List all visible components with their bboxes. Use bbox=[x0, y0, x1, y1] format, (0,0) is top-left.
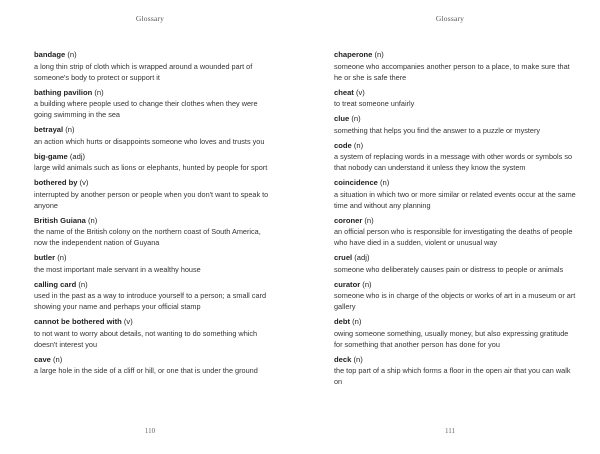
part-of-speech: (n) bbox=[352, 317, 362, 326]
definition: someone who is in charge of the objects or works of art in a museum or art gallery bbox=[334, 291, 576, 311]
glossary-entry bbox=[334, 178, 576, 211]
part-of-speech: (n) bbox=[374, 50, 384, 59]
definition: to treat someone unfairly bbox=[334, 99, 415, 108]
glossary-entry bbox=[334, 88, 576, 110]
part-of-speech: (n) bbox=[57, 253, 67, 262]
glossary-entry bbox=[334, 114, 576, 136]
part-of-speech: (n) bbox=[78, 279, 88, 289]
definition: an official person who is responsible for investigating the deaths of people who have died in a sudden, violent or unusual way bbox=[334, 227, 573, 247]
headword-line bbox=[334, 355, 576, 366]
definition: an action which hurts or disappoints someone who loves and trusts you bbox=[34, 136, 265, 146]
headword: butler bbox=[34, 253, 56, 262]
headword-line bbox=[34, 50, 276, 61]
glossary-entries bbox=[334, 50, 576, 387]
headword-line bbox=[34, 88, 276, 99]
part-of-speech: (n) bbox=[364, 215, 374, 225]
headword-line bbox=[334, 253, 576, 264]
definition: to not want to worry about details, not wanting to do something which doesn't interest you bbox=[34, 328, 258, 349]
glossary-entries bbox=[34, 50, 276, 376]
headword: cheat bbox=[334, 87, 354, 97]
part-of-speech: (n) bbox=[380, 178, 390, 187]
definition: a situation in which two or more similar or related events occur at the same time and without any planning bbox=[334, 189, 576, 210]
headword-line bbox=[334, 216, 576, 227]
headword: bathing pavilion bbox=[34, 87, 93, 97]
definition: someone who accompanies another person to a place, to make sure that he or she is safe there bbox=[334, 61, 570, 82]
definition: owing someone something, usually money, but also expressing gratitude for something that another person has done for you bbox=[334, 328, 569, 349]
right-page bbox=[300, 0, 600, 454]
part-of-speech: (adj) bbox=[69, 151, 86, 161]
part-of-speech: (v) bbox=[355, 87, 365, 97]
part-of-speech: (n) bbox=[53, 354, 63, 364]
running-head: Glossary bbox=[435, 14, 465, 23]
glossary-entry bbox=[334, 355, 576, 388]
glossary-entry bbox=[34, 216, 276, 249]
headword-line bbox=[34, 216, 276, 227]
definition: a long thin strip of cloth which is wrapped around a wounded part of someone's body to protect or support it bbox=[34, 61, 253, 82]
part-of-speech: (n) bbox=[353, 140, 364, 150]
headword: code bbox=[334, 140, 352, 150]
definition: a building where people used to change their clothes when they were going swimming in the sea bbox=[34, 99, 258, 119]
headword-line bbox=[34, 152, 276, 163]
headword-line bbox=[334, 50, 576, 61]
headword-line bbox=[334, 178, 576, 189]
glossary-entry bbox=[34, 317, 276, 350]
glossary-entry bbox=[34, 152, 276, 174]
headword: coincidence bbox=[334, 178, 378, 187]
glossary-entry bbox=[34, 280, 276, 313]
part-of-speech: (n) bbox=[65, 125, 75, 134]
definition: used in the past as a way to introduce yourself to a person; a small card showing your name and perhaps your official stamp bbox=[34, 291, 267, 311]
glossary-entry bbox=[334, 50, 576, 83]
definition: someone who deliberately causes pain or distress to people or animals bbox=[334, 264, 564, 274]
headword: betrayal bbox=[34, 125, 64, 134]
headword-line bbox=[334, 88, 576, 99]
definition: large wild animals such as lions or elephants, hunted by people for sport bbox=[34, 163, 268, 172]
headword: cruel bbox=[334, 253, 353, 262]
headword-line bbox=[334, 141, 576, 152]
part-of-speech: (n) bbox=[67, 50, 77, 59]
part-of-speech: (v) bbox=[123, 317, 133, 326]
part-of-speech: (n) bbox=[94, 87, 104, 97]
headword-line bbox=[34, 280, 276, 291]
page-number: 110 bbox=[144, 427, 156, 435]
headword: bandage bbox=[34, 50, 66, 59]
definition: the top part of a ship which forms a floor in the open air that you can walk on bbox=[334, 366, 571, 386]
glossary-entry bbox=[34, 355, 276, 377]
glossary-entry bbox=[34, 253, 276, 275]
part-of-speech: (adj) bbox=[354, 253, 370, 262]
part-of-speech: (n) bbox=[351, 114, 361, 123]
headword-line bbox=[34, 317, 276, 328]
part-of-speech: (n) bbox=[353, 354, 363, 364]
headword-line bbox=[334, 317, 576, 328]
headword: clue bbox=[334, 114, 350, 123]
headword: British Guiana bbox=[34, 215, 86, 225]
definition: a system of replacing words in a message with other words or symbols so that nobody can understand it unless they know the system bbox=[334, 152, 573, 172]
definition: something that helps you find the answer to a puzzle or mystery bbox=[334, 125, 541, 135]
headword: cannot be bothered with bbox=[34, 317, 122, 326]
headword-line bbox=[34, 253, 276, 264]
headword-line bbox=[34, 125, 276, 136]
headword: bothered by bbox=[34, 178, 78, 187]
page-number: 111 bbox=[445, 427, 455, 435]
definition: a large hole in the side of a cliff or hill, or one that is under the ground bbox=[34, 366, 258, 375]
glossary-entry bbox=[34, 125, 276, 147]
headword-line bbox=[334, 114, 576, 125]
headword: debt bbox=[334, 317, 351, 326]
definition: the most important male servant in a wealthy house bbox=[34, 264, 201, 274]
definition: interrupted by another person or people when you don't want to speak to anyone bbox=[34, 189, 269, 210]
headword: calling card bbox=[34, 279, 77, 289]
glossary-entry bbox=[334, 280, 576, 313]
headword: big-game bbox=[34, 151, 68, 161]
glossary-entry bbox=[334, 317, 576, 350]
headword: chaperone bbox=[334, 50, 373, 59]
part-of-speech: (n) bbox=[362, 279, 372, 289]
headword: coroner bbox=[334, 215, 363, 225]
glossary-entry bbox=[334, 216, 576, 249]
headword: curator bbox=[334, 279, 361, 289]
glossary-entry bbox=[334, 253, 576, 275]
headword: deck bbox=[334, 354, 352, 364]
part-of-speech: (n) bbox=[88, 215, 98, 225]
part-of-speech: (v) bbox=[79, 178, 89, 187]
headword-line bbox=[334, 280, 576, 291]
running-head: Glossary bbox=[135, 14, 165, 23]
glossary-entry bbox=[34, 88, 276, 121]
headword-line bbox=[34, 178, 276, 189]
glossary-entry bbox=[334, 141, 576, 174]
headword-line bbox=[34, 355, 276, 366]
definition: the name of the British colony on the northern coast of South America, now the independent nation of Guyana bbox=[34, 227, 261, 247]
glossary-entry bbox=[34, 178, 276, 211]
glossary-entry bbox=[34, 50, 276, 83]
headword: cave bbox=[34, 354, 51, 364]
